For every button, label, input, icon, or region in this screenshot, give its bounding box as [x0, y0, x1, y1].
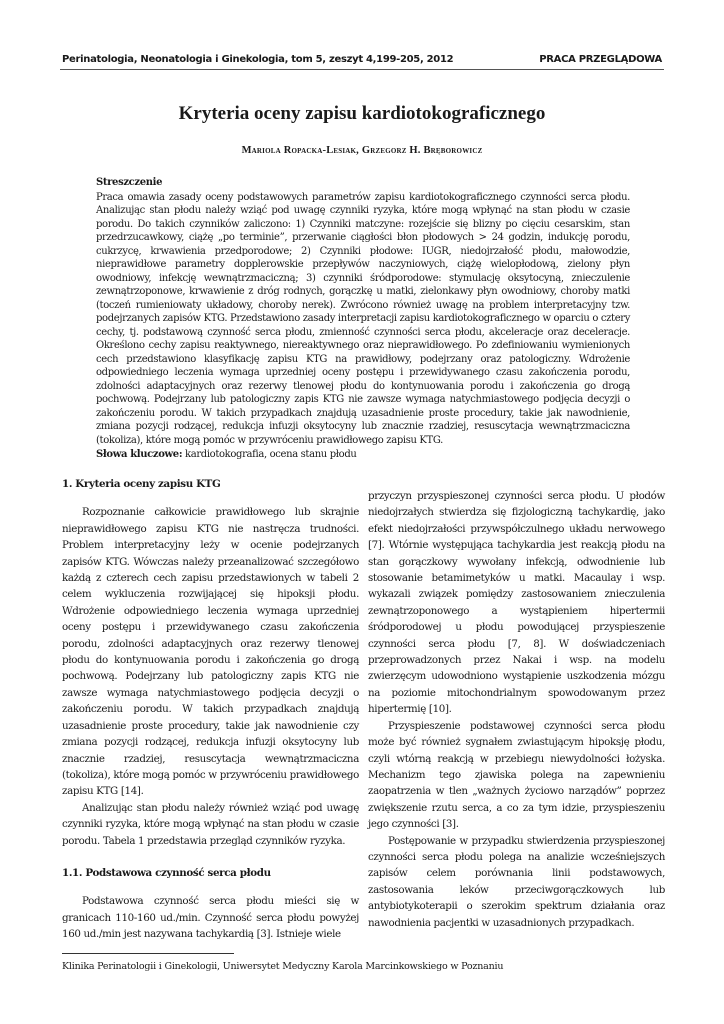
- keywords-label: Słowa kluczowe:: [96, 449, 183, 460]
- keywords: [96, 448, 630, 462]
- article-title: Kryteria oceny zapisu kardiotokograficznego: [178, 103, 546, 124]
- paragraph: przyczyn przyspieszonej czynności serca płodu. U płodów niedojrzałych stwierdza się fizjologiczną tachykardię, jako efekt niedojrzałości przywspółczulnego układu nerwowego [7]. Wtórnie występująca tachykardia jest reakcją płodu na stan gorączkowy wywołany infekcją, odwodnienie lub stosowanie betamimetyków u matki. Macaulay i wsp. wykazali związek pomiędzy zastosowaniem znieczulenia zewnątrzoponowego a wystąpieniem hipertermii śródporodowej u płodu powodującej przyspieszenie czynności serca płodu [7, 8]. W doświadczeniach przeprowadzonych przez Nakai i wsp. na modelu zwierzęcym udowodniono wystąpienie uszkodzenia mózgu na poziomie mitochondrialnym spowodowanym przez hipertermię [10].: [368, 490, 665, 716]
- authors: Mariola Ropacka-Lesiak, Grzegorz H. Bręborowicz: [241, 145, 483, 156]
- section-heading-1: 1. Kryteria oceny zapisu KTG: [62, 478, 221, 490]
- right-column: [368, 488, 665, 931]
- header-rule: [60, 69, 664, 70]
- keywords-value: kardiotokografia, ocena stanu płodu: [185, 449, 357, 460]
- footnote-rule: [62, 953, 234, 954]
- paragraph: Analizując stan płodu należy również wziąć pod uwagę czynniki ryzyka, które mogą wpłynąć na stan płodu w czasie porodu. Tabela 1 przedstawia przegląd czynników ryzyka.: [62, 801, 359, 847]
- abstract-heading: Streszczenie: [96, 177, 163, 188]
- paragraph: Rozpoznanie całkowicie prawidłowego lub skrajnie nieprawidłowego zapisu KTG nie nastręcza trudności. Problem interpretacyjny leży w ocenie podejrzanych zapisów KTG. Wówczas należy przeanalizować szczegółowo każdą z czterech cech zapisu przedstawionych w tabeli 2 celem wykluczenia rozwijającej się hipoksji płodu. Wdrożenie odpowiedniego leczenia wymaga uprzedniej oceny postępu i przewidywanego czasu zakończenia porodu, zdolności adaptacyjnych oraz rezerwy tlenowej płodu do kontynuowania porodu i zakończenia go drogą pochwową. Podejrzany lub patologiczny zapis KTG nie zawsze wymaga natychmiastowego podjęcia decyzji o zakończeniu porodu. W takich przypadkach znajdują uzasadnienie proste procedury, takie jak nawodnienie czy zmiana pozycji rodzącej, redukcja infuzji oksytocyny lub znacznie rzadziej, resuscytacja wewnątrzmaciczna (tokoliza), które mogą pomóc w przywróceniu prawidłowego zapisu KTG [14].: [62, 506, 359, 798]
- affiliation-footnote: Klinika Perinatologii i Ginekologii, Uniwersytet Medyczny Karola Marcinkowskiego w Poznaniu: [62, 961, 504, 972]
- journal-header: Perinatologia, Neonatologia i Ginekologia, tom 5, zeszyt 4,199-205, 2012: [62, 54, 454, 65]
- article-type-label: PRACA PRZEGLĄDOWA: [539, 54, 662, 65]
- left-column: [62, 476, 359, 943]
- section-heading-1-1: 1.1. Podstawowa czynność serca płodu: [62, 866, 271, 879]
- paragraph: Podstawowa czynność serca płodu mieści się w granicach 110-160 ud./min. Czynność serca płodu powyżej 160 ud./min jest nazywana tachykardią [3]. Istnieje wiele: [62, 895, 359, 941]
- abstract-text: Praca omawia zasady oceny podstawowych parametrów zapisu kardiotokograficznego czynności serca płodu. Analizując stan płodu należy wziąć pod uwagę czynniki ryzyka, które mogą wpłynąć na stan płodu w czasie porodu. Do takich czynników zaliczono: 1) Czynniki matczyne: rozejście się blizny po cięciu cesarskim, stan przedrzucawkowy, ciążę „po terminie”, przerwanie ciągłości błon płodowych > 24 godzin, indukcję porodu, cukrzycę, krwawienia przedporodowe; 2) Czynniki płodowe: IUGR, niedojrzałość płodu, małowodzie, nieprawidłowe parametry dopplerowskie przepływów naczyniowych, ciążę wielopłodową, zielony płyn owodniowy, infekcję wewnątrzmaciczną; 3) czynniki śródporodowe: stymulację oksytocyną, znieczulenie zewnątrzoponowe, krwawienie z dróg rodnych, gorączkę u matki, zielonkawy płyn owodniowy, choroby matki (toczeń rumieniowaty układowy, choroby nerek). Zwrócono również uwagę na problem interpretacyjny tzw. podejrzanych zapisów KTG. Przedstawiono zasady interpretacji zapisu kardiotokograficznego w oparciu o cztery cechy, tj. podstawową czynność serca płodu, zmienność czynności serca płodu, akceleracje oraz deceleracje. Określono cechy zapisu reaktywnego, niereaktywnego oraz nieprawidłowego. Po zdefiniowaniu wymienionych cech przedstawiono klasyfikację zapisu KTG na prawidłowy, podejrzany oraz patologiczny. Wdrożenie odpowiedniego leczenia wymaga uprzedniej oceny postępu i przewidywanego czasu zakończenia porodu, zdolności adaptacyjnych oraz rezerwy tlenowej płodu do kontynuowania porodu i zakończenia go drogą pochwową. Podejrzany lub patologiczny zapis KTG nie zawsze wymaga natychmiastowego podjęcia decyzji o zakończeniu porodu. W takich przypadkach znajdują uzasadnienie proste procedury, takie jak nawodnienie, zmiana pozycji rodzącej, redukcja infuzji oksytocyny lub znacznie rzadziej, resuscytacja wewnątrzmaciczna (tokoliza), które mogą pomóc w przywróceniu prawidłowego zapisu KTG.: [96, 191, 630, 446]
- paragraph: Przyspieszenie podstawowej czynności serca płodu może być również sygnałem zwiastującym hipoksję płodu, czyli wtórną reakcją w przebiegu niewydolności łożyska. Mechanizm tego zjawiska polega na zapewnieniu zaopatrzenia w tlen „ważnych życiowo narządów” poprzez zwiększenie rzutu serca, a co za tym idzie, przyspieszeniu jego czynności [3].: [368, 719, 665, 831]
- abstract: [96, 176, 630, 462]
- paragraph: Postępowanie w przypadku stwierdzenia przyspieszonej czynności serca płodu polega na analizie wcześniejszych zapisów celem porównania linii podstawowych, zastosowania leków przeciwgorączkowych lub antybiotykoterapii o szerokim spektrum działania oraz nawodnienia pacjentki w uzasadnionych przypadkach.: [368, 834, 665, 929]
